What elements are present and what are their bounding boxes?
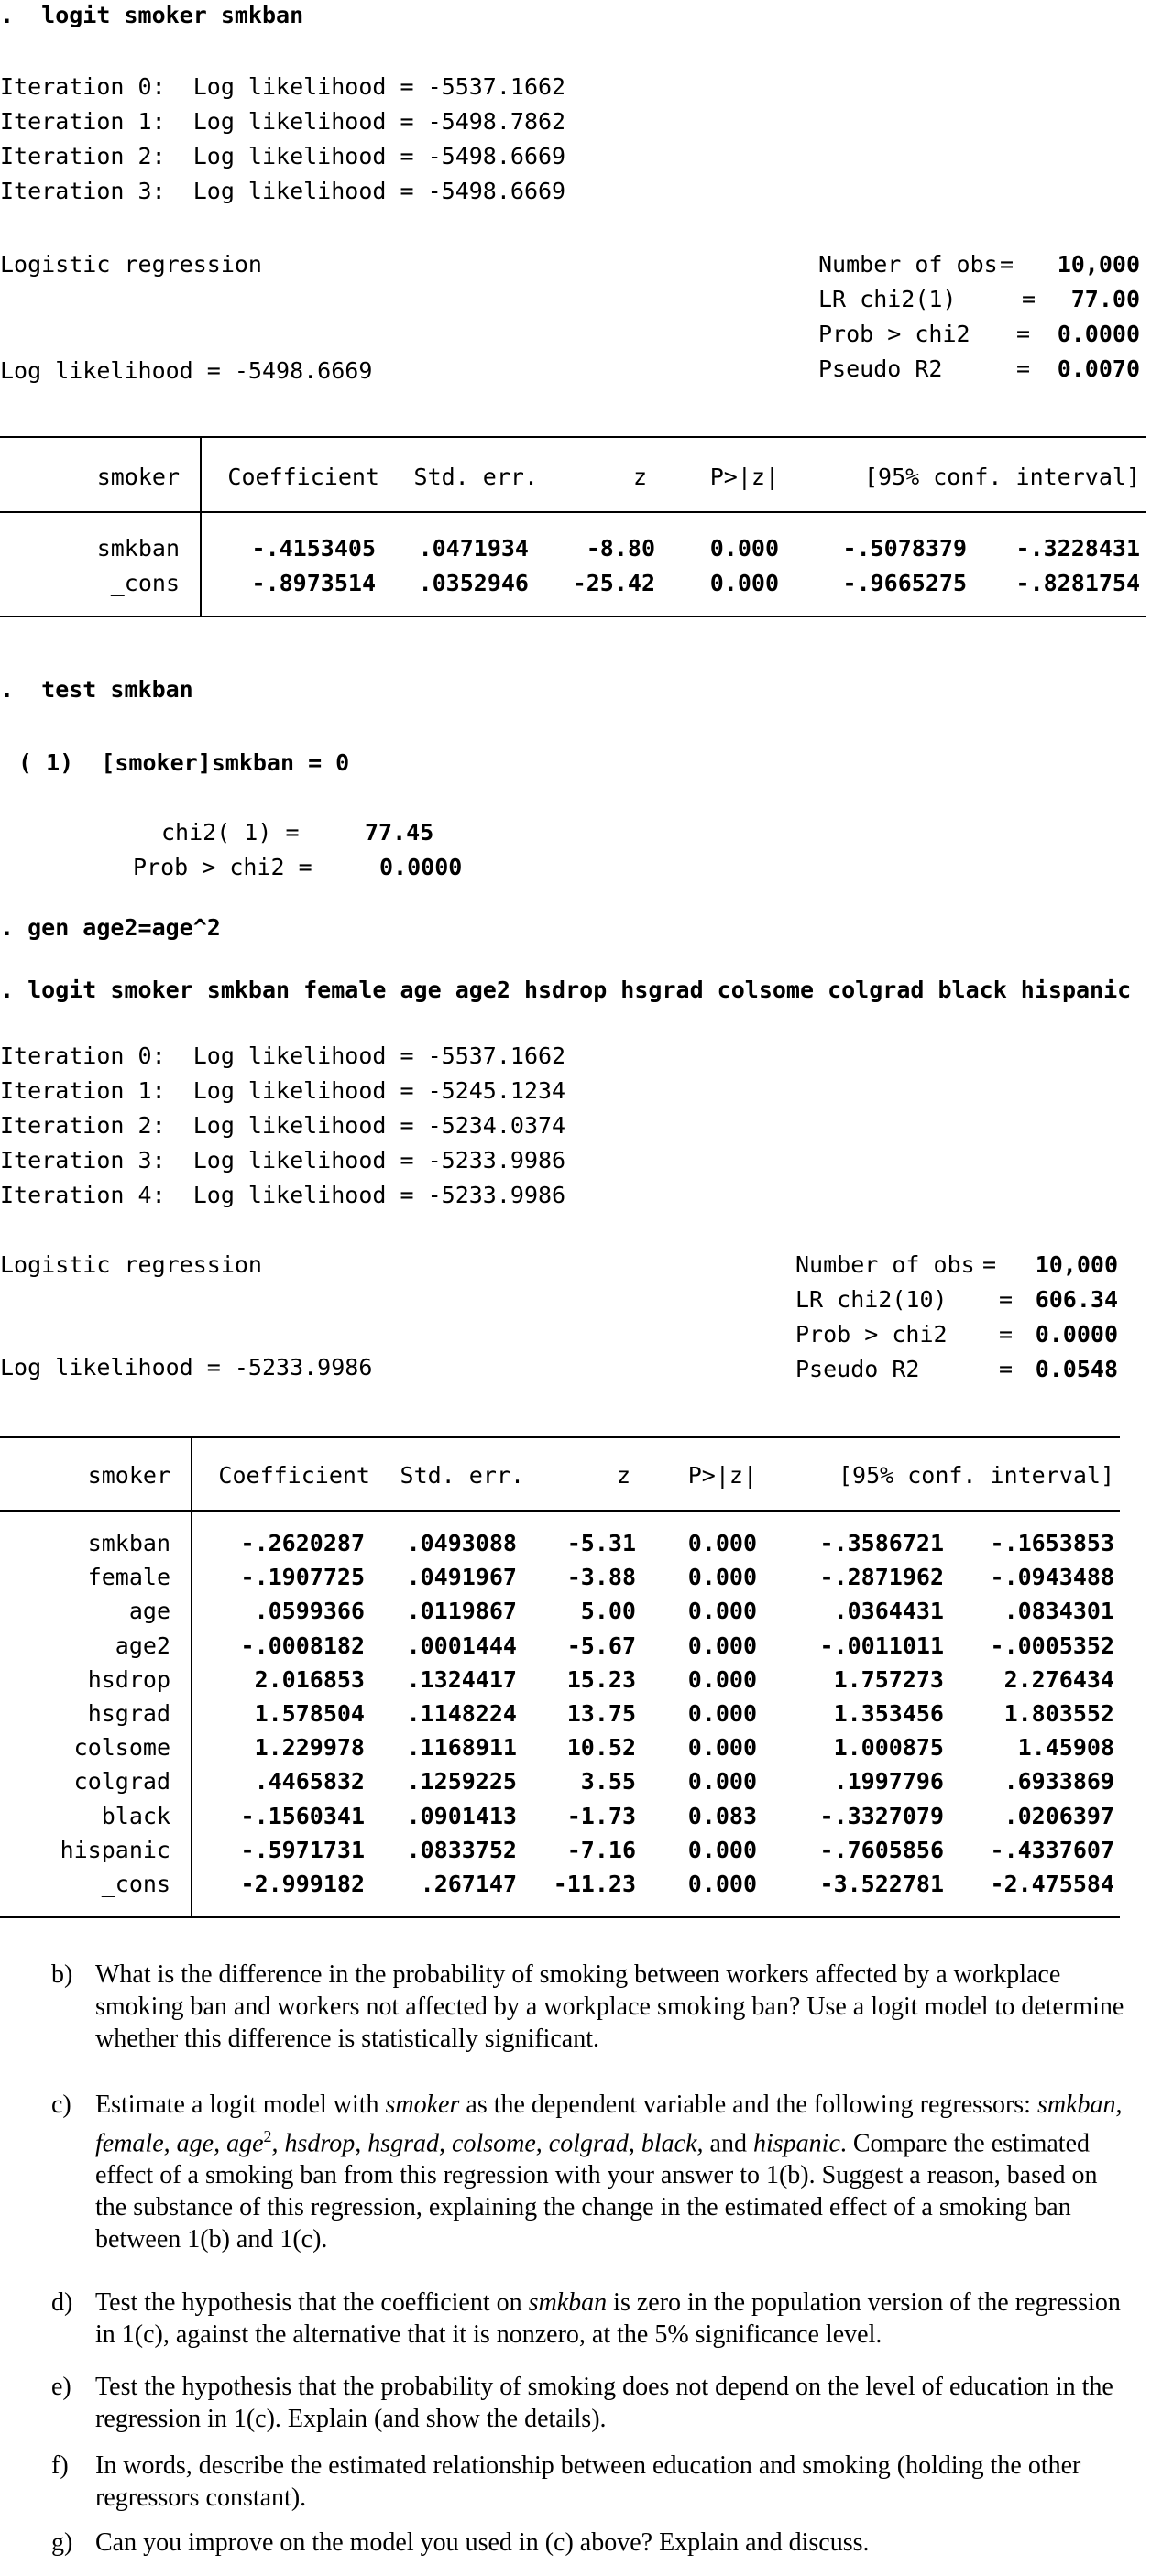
header-cell: P>|z| (709, 464, 779, 490)
ci-low-cell: 1.353456 (833, 1700, 944, 1727)
stat-eq: = (999, 1356, 1014, 1382)
iteration-line: Iteration 3: Log likelihood = -5498.6669 (0, 178, 566, 204)
prob-value: 0.0000 (379, 854, 463, 880)
question-g (51, 2527, 1133, 2559)
ci-low-cell: -3.522781 (819, 1871, 944, 1897)
command-gen: . gen age2=age^2 (0, 914, 221, 941)
ci-low-cell: 1.757273 (833, 1665, 944, 1693)
p-cell: 0.000 (687, 1564, 757, 1591)
row-label: age (128, 1598, 170, 1625)
row-label: age2 (115, 1632, 170, 1659)
header-cell: [95% conf. interval] (863, 464, 1140, 490)
regression-title: Logistic regression (0, 1251, 262, 1278)
se-cell: .0833752 (406, 1836, 517, 1863)
z-cell: -25.42 (572, 570, 655, 596)
coef-cell: 1.578504 (254, 1700, 365, 1727)
p-cell: 0.000 (709, 570, 779, 596)
question-text: Test the hypothesis that the coefficient on smkban is zero in the population version of the regression in 1(c), against the alternative that it is nonzero, at the 5% significance level. (95, 2288, 1121, 2349)
log-likelihood: Log likelihood = -5233.9986 (0, 1354, 373, 1381)
ci-low-cell: -.0011011 (819, 1632, 944, 1659)
iteration-line: Iteration 1: Log likelihood = -5245.1234 (0, 1077, 566, 1104)
row-label: smkban (96, 535, 180, 562)
stat-label: Pseudo R2 (795, 1356, 920, 1382)
ci-high-cell: -.4337607 (990, 1836, 1114, 1863)
stat-eq: = (1000, 251, 1014, 278)
header-cell: P>|z| (687, 1462, 757, 1489)
row-label: colsome (73, 1734, 170, 1762)
stat-value: 10,000 (1057, 251, 1140, 278)
stat-eq: = (982, 1251, 997, 1278)
coef-cell: -.0008182 (240, 1632, 365, 1659)
se-cell: .0491967 (406, 1564, 517, 1591)
stat-eq: = (999, 1286, 1014, 1313)
coef-cell: 1.229978 (254, 1734, 365, 1762)
row-label: black (101, 1802, 170, 1829)
p-cell: 0.083 (687, 1802, 757, 1829)
stat-value: 0.0000 (1057, 321, 1140, 347)
coef-cell: -.4153405 (251, 535, 376, 562)
p-cell: 0.000 (687, 1871, 757, 1897)
row-label: hsgrad (87, 1700, 170, 1727)
table-header-rule (0, 511, 1146, 513)
se-cell: .1168911 (406, 1734, 517, 1762)
coef-cell: .0599366 (254, 1598, 365, 1625)
regression-title: Logistic regression (0, 251, 262, 278)
ci-low-cell: .0364431 (833, 1598, 944, 1625)
stat-eq: = (999, 1321, 1014, 1348)
table-divider (191, 1436, 192, 1918)
ci-high-cell: 1.803552 (1003, 1700, 1114, 1727)
ci-high-cell: -.3228431 (1015, 535, 1140, 562)
se-cell: .267147 (420, 1871, 517, 1897)
prob-label: Prob > chi2 = (133, 854, 312, 880)
header-cell: Std. err. (413, 464, 538, 490)
chi2-label: chi2( 1) = (161, 819, 300, 846)
ci-high-cell: .0834301 (1003, 1598, 1114, 1625)
iteration-line: Iteration 1: Log likelihood = -5498.7862 (0, 108, 566, 135)
question-label: f) (51, 2451, 69, 2480)
iteration-line: Iteration 3: Log likelihood = -5233.9986 (0, 1147, 566, 1173)
question-e (51, 2371, 1133, 2435)
command-logit-1: . logit smoker smkban (0, 2, 304, 28)
z-cell: -5.31 (566, 1530, 636, 1556)
z-cell: 15.23 (566, 1665, 636, 1693)
table-bottom-rule (0, 616, 1146, 617)
row-label: hsdrop (87, 1665, 170, 1693)
table-divider (200, 436, 202, 617)
ci-high-cell: -.0005352 (990, 1632, 1114, 1659)
table-bottom-rule (0, 1916, 1120, 1918)
table-top-rule (0, 436, 1146, 438)
stat-value: 10,000 (1035, 1251, 1118, 1278)
question-label: d) (51, 2288, 73, 2317)
stat-label: Pseudo R2 (818, 355, 943, 382)
ci-high-cell: 1.45908 (1017, 1734, 1114, 1762)
coef-cell: -2.999182 (240, 1871, 365, 1897)
se-cell: .1324417 (406, 1665, 517, 1693)
ci-high-cell: .0206397 (1003, 1802, 1114, 1829)
p-cell: 0.000 (687, 1665, 757, 1693)
p-cell: 0.000 (687, 1598, 757, 1625)
ci-low-cell: -.5078379 (842, 535, 967, 562)
stat-value: 0.0070 (1057, 355, 1140, 382)
coef-cell: -.1907725 (240, 1564, 365, 1591)
ci-high-cell: -.0943488 (990, 1564, 1114, 1591)
p-cell: 0.000 (687, 1836, 757, 1863)
log-likelihood: Log likelihood = -5498.6669 (0, 357, 373, 384)
stat-eq: = (1016, 321, 1031, 347)
ci-high-cell: -.8281754 (1015, 570, 1140, 596)
coef-cell: -.8973514 (251, 570, 376, 596)
row-label: female (87, 1564, 170, 1591)
ci-low-cell: -.7605856 (819, 1836, 944, 1863)
question-c (51, 2089, 1133, 2255)
coef-cell: -.5971731 (240, 1836, 365, 1863)
question-text: Test the hypothesis that the probability of smoking does not depend on the level of education in the regression in 1(c). Explain (and show the details). (95, 2373, 1113, 2433)
question-b (51, 1959, 1133, 2055)
stat-eq: = (1016, 355, 1031, 382)
coef-cell: .4465832 (254, 1768, 365, 1796)
test-constraint: ( 1) [smoker]smkban = 0 (18, 749, 350, 776)
row-label: colgrad (73, 1768, 170, 1796)
iteration-line: Iteration 2: Log likelihood = -5234.0374 (0, 1112, 566, 1139)
question-text: In words, describe the estimated relationship between education and smoking (holding the other regressors constant). (95, 2451, 1081, 2512)
ci-low-cell: -.3327079 (819, 1802, 944, 1829)
ci-high-cell: 2.276434 (1003, 1665, 1114, 1693)
ci-low-cell: -.9665275 (842, 570, 967, 596)
question-label: e) (51, 2373, 71, 2401)
question-f (51, 2450, 1133, 2514)
iteration-line: Iteration 0: Log likelihood = -5537.1662 (0, 73, 566, 100)
coef-cell: -.2620287 (240, 1530, 365, 1556)
se-cell: .0352946 (418, 570, 529, 596)
se-cell: .0119867 (406, 1598, 517, 1625)
row-label: hispanic (60, 1836, 170, 1863)
ci-low-cell: .1997796 (833, 1768, 944, 1796)
p-cell: 0.000 (709, 535, 779, 562)
row-label: _cons (110, 570, 180, 596)
stat-label: LR chi2(10) (795, 1286, 948, 1313)
coef-cell: 2.016853 (254, 1665, 365, 1693)
stat-label: Prob > chi2 (818, 321, 970, 347)
z-cell: 3.55 (580, 1768, 636, 1796)
table-header-rule (0, 1510, 1120, 1512)
z-cell: -1.73 (566, 1802, 636, 1829)
header-cell: smoker (96, 464, 180, 490)
header-cell: Coefficient (227, 464, 379, 490)
command-test: . test smkban (0, 676, 193, 703)
stat-value: 0.0548 (1035, 1356, 1118, 1382)
z-cell: 5.00 (580, 1598, 636, 1625)
question-label: c) (51, 2090, 71, 2119)
z-cell: -7.16 (566, 1836, 636, 1863)
se-cell: .0901413 (406, 1802, 517, 1829)
question-text: What is the difference in the probability of smoking between workers affected by a workplace smoking ban and workers not affected by a workplace smoking ban? Use a logit model to determine whether this difference is statistically significant. (95, 1960, 1124, 2053)
p-cell: 0.000 (687, 1734, 757, 1762)
stat-label: Number of obs (795, 1251, 975, 1278)
stat-value: 0.0000 (1035, 1321, 1118, 1348)
question-label: b) (51, 1960, 73, 1989)
command-logit-2: . logit smoker smkban female age age2 hsdrop hsgrad colsome colgrad black hispanic (0, 977, 1132, 1003)
chi2-value: 77.45 (365, 819, 434, 846)
question-text: Estimate a logit model with smoker as the dependent variable and the following regressors: smkban, female, age, age$^2$, hsdrop, hsgrad, colsome, colgrad, black, and hispanic. Compare the estimated effect of a smoking ban from this regression with your answer to 1(b). Suggest a reason, based on the substance of this regression, explaining the change in the estimated effect of a smoking ban between 1(b) and 1(c). (95, 2090, 1123, 2254)
stat-value: 77.00 (1070, 286, 1140, 312)
header-cell: [95% conf. interval] (838, 1462, 1114, 1489)
header-cell: smoker (87, 1462, 170, 1489)
p-cell: 0.000 (687, 1632, 757, 1659)
question-label: g) (51, 2528, 73, 2557)
stat-label: Number of obs (818, 251, 998, 278)
z-cell: -8.80 (586, 535, 655, 562)
se-cell: .0471934 (418, 535, 529, 562)
header-cell: z (616, 1462, 630, 1489)
row-label: _cons (101, 1871, 170, 1897)
iteration-line: Iteration 2: Log likelihood = -5498.6669 (0, 143, 566, 169)
ci-low-cell: 1.000875 (833, 1734, 944, 1762)
se-cell: .0493088 (406, 1530, 517, 1556)
ci-low-cell: -.3586721 (819, 1530, 944, 1556)
stat-label: Prob > chi2 (795, 1321, 948, 1348)
header-cell: Coefficient (218, 1462, 370, 1489)
ci-high-cell: .6933869 (1003, 1768, 1114, 1796)
stat-label: LR chi2(1) (818, 286, 957, 312)
ci-high-cell: -2.475584 (990, 1871, 1114, 1897)
se-cell: .1259225 (406, 1768, 517, 1796)
coef-cell: -.1560341 (240, 1802, 365, 1829)
se-cell: .0001444 (406, 1632, 517, 1659)
se-cell: .1148224 (406, 1700, 517, 1727)
p-cell: 0.000 (687, 1700, 757, 1727)
header-cell: Std. err. (400, 1462, 524, 1489)
question-text: Can you improve on the model you used in (c) above? Explain and discuss. (95, 2528, 870, 2557)
z-cell: -11.23 (553, 1871, 636, 1897)
p-cell: 0.000 (687, 1530, 757, 1556)
z-cell: 13.75 (566, 1700, 636, 1727)
z-cell: -5.67 (566, 1632, 636, 1659)
question-d (51, 2287, 1133, 2351)
iteration-line: Iteration 0: Log likelihood = -5537.1662 (0, 1042, 566, 1069)
z-cell: -3.88 (566, 1564, 636, 1591)
stat-eq: = (1022, 286, 1036, 312)
table-top-rule (0, 1436, 1120, 1438)
stat-value: 606.34 (1035, 1286, 1118, 1313)
header-cell: z (632, 464, 647, 490)
p-cell: 0.000 (687, 1768, 757, 1796)
iteration-line: Iteration 4: Log likelihood = -5233.9986 (0, 1182, 566, 1208)
z-cell: 10.52 (566, 1734, 636, 1762)
row-label: smkban (87, 1530, 170, 1556)
ci-high-cell: -.1653853 (990, 1530, 1114, 1556)
ci-low-cell: -.2871962 (819, 1564, 944, 1591)
